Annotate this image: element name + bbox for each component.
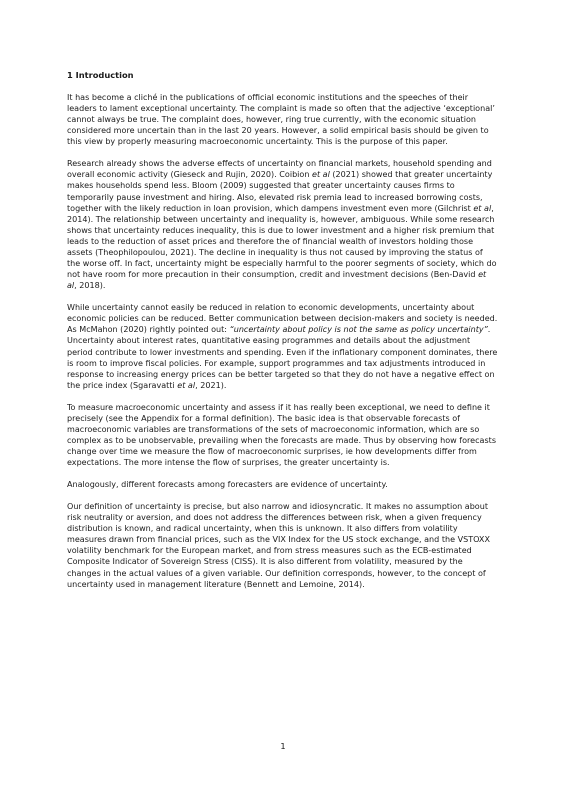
italic-quote: “uncertainty about policy is not the same as policy uncertainty”: [229, 325, 488, 335]
text-run: , 2021).: [195, 380, 227, 390]
italic-run: et al: [67, 270, 487, 291]
text-run: Research already shows the adverse effects of uncertainty on financial markets, household spending and overall economic activity (Gieseck and Rujin, 2020). Coibion: [67, 159, 492, 180]
italic-run: et al: [177, 380, 196, 390]
text-run: , 2014). The relationship between uncertainty and inequality is, however, ambiguous. While some research shows that uncertainty reduces inequality, this is due to lower investment and a higher risk premium that leads to the reduction of asset prices and therefore the of financial wealth of investors holding those assets (Theophilopoulou, 2021). The decline in inequality is thus not caused by improving the status of the worse off. In fact, uncertainty might be especially harmful to the poorer segments of society, which do not have room for more precaution in their consumption, credit and investment decisions (Ben-David: [67, 203, 497, 280]
paper-page: [67, 70, 498, 601]
paragraph-policy-uncertainty: [67, 302, 498, 391]
section-heading: 1 Introduction: [67, 70, 134, 80]
page-number: 1: [280, 741, 286, 751]
text-run: . Uncertainty about interest rates, quantitative easing programmes and details about the adjustment period contribute to lower investments and spending. Even if the inflationary component dominates, there is room to improve fiscal policies. For example, support programmes and tax adjustments introduced in response to increasing energy prices can be better targeted so that they do not have a negative effect on the price index (Sgaravatti: [67, 325, 498, 390]
paragraph-definition: Our definition of uncertainty is precise, but also narrow and idiosyncratic. It makes no assumption about risk neutrality or aversion, and does not address the differences between risk, when a given frequency distribution is known, and radical uncertainty, when this is unknown. It also differs from volatility measures drawn from financial prices, such as the VIX Index for the US stock exchange, and the VSTOXX volatility benchmark for the European market, and from stress measures such as the ECB-estimated Composite Indicator of Sovereign Stress (CISS). It is also different from volatility, measured by the changes in the actual values of a given variable. Our definition corresponds, however, to the concept of uncertainty used in management literature (Bennett and Lemoine, 2014).: [67, 501, 490, 589]
text-run: While uncertainty cannot easily be reduced in relation to economic developments, uncertainty about economic policies can be reduced. Better communication between decision-makers and society is needed. As McMahon (2020) rightly pointed out:: [67, 303, 498, 335]
paragraph-measurement: To measure macroeconomic uncertainty and assess if it has really been exceptional, we need to define it precisely (see the Appendix for a formal definition). The basic idea is that observable forecasts of macroeconomic variables are transformations of the sets of macroeconomic information, which are so complex as to be unobservable, prevailing when the forecasts are made. Thus by observing how forecasts change over time we measure the flow of macroeconomic surprises, ie how developments differ from expectations. The more intense the flow of surprises, the greater uncertainty is.: [67, 402, 497, 468]
italic-run: et al: [473, 203, 492, 213]
paragraph-forecasters: Analogously, different forecasts among forecasters are evidence of uncertainty.: [67, 480, 388, 490]
paragraph-intro: It has become a cliché in the publications of official economic institutions and the speeches of their leaders to lament exceptional uncertainty. The complaint is made so often that the adjective ‘exceptional’ cannot always be true. The complaint does, however, ring true currently, with the economic situation considered more uncertain than in the last 20 years. However, a solid empirical basis should be given to this view by properly measuring macroeconomic uncertainty. This is the purpose of this paper.: [67, 93, 495, 147]
text-run: , 2018).: [74, 281, 106, 291]
text-run: (2021) showed that greater uncertainty makes households spend less. Bloom (2009) suggested that greater uncertainty causes firms to temporarily pause investment and hiring. Also, elevated risk premia lead to increased borrowing costs, together with the likely reduction in loan provision, which dampens investment even more (Gilchrist: [67, 170, 493, 213]
italic-run: et al: [312, 170, 330, 180]
paragraph-research-effects: [67, 158, 498, 291]
